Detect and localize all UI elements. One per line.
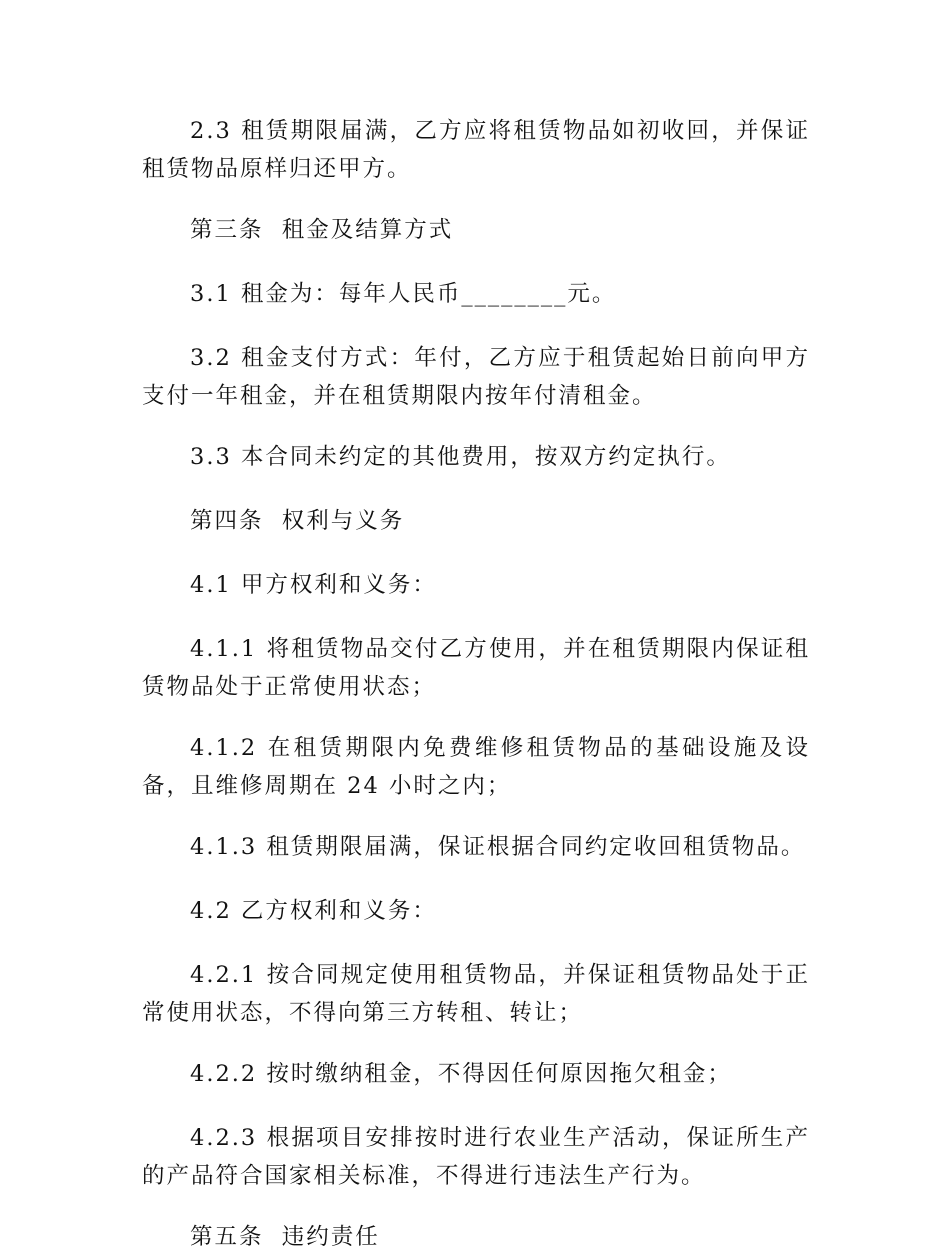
clause-4-1-2: 4.1.2 在租赁期限内免费维修租赁物品的基础设施及设备，且维修周期在 24 小时之内； — [142, 735, 810, 799]
clause-4-1-1: 4.1.1 将租赁物品交付乙方使用，并在租赁期限内保证租赁物品处于正常使用状态； — [142, 636, 810, 700]
clause-3-2: 3.2 租金支付方式：年付，乙方应于租赁起始日前向甲方支付一年租金，并在租赁期限内按年付清租金。 — [142, 345, 810, 409]
clause-4-1-3: 4.1.3 租赁期限届满，保证根据合同约定收回租赁物品。 — [190, 834, 806, 860]
clause-2-3: 2.3 租赁期限届满，乙方应将租赁物品如初收回，并保证租赁物品原样归还甲方。 — [142, 118, 810, 182]
clause-4-1: 4.1 甲方权利和义务： — [190, 572, 437, 598]
clause-4-2-1: 4.2.1 按合同规定使用租赁物品，并保证租赁物品处于正常使用状态，不得向第三方转租、转让； — [142, 962, 810, 1026]
article-3-heading: 第三条 租金及结算方式 — [190, 217, 454, 243]
article-4-heading: 第四条 权利与义务 — [190, 508, 405, 534]
clause-4-2: 4.2 乙方权利和义务： — [190, 898, 437, 924]
clause-3-3: 3.3 本合同未约定的其他费用，按双方约定执行。 — [190, 444, 731, 470]
clause-3-1: 3.1 租金为：每年人民币________元。 — [190, 281, 617, 307]
article-5-heading: 第五条 违约责任 — [190, 1224, 380, 1250]
clause-4-2-2: 4.2.2 按时缴纳租金，不得因任何原因拖欠租金； — [190, 1061, 732, 1087]
clause-4-2-3: 4.2.3 根据项目安排按时进行农业生产活动，保证所生产的产品符合国家相关标准，不得进行违法生产行为。 — [142, 1125, 810, 1189]
